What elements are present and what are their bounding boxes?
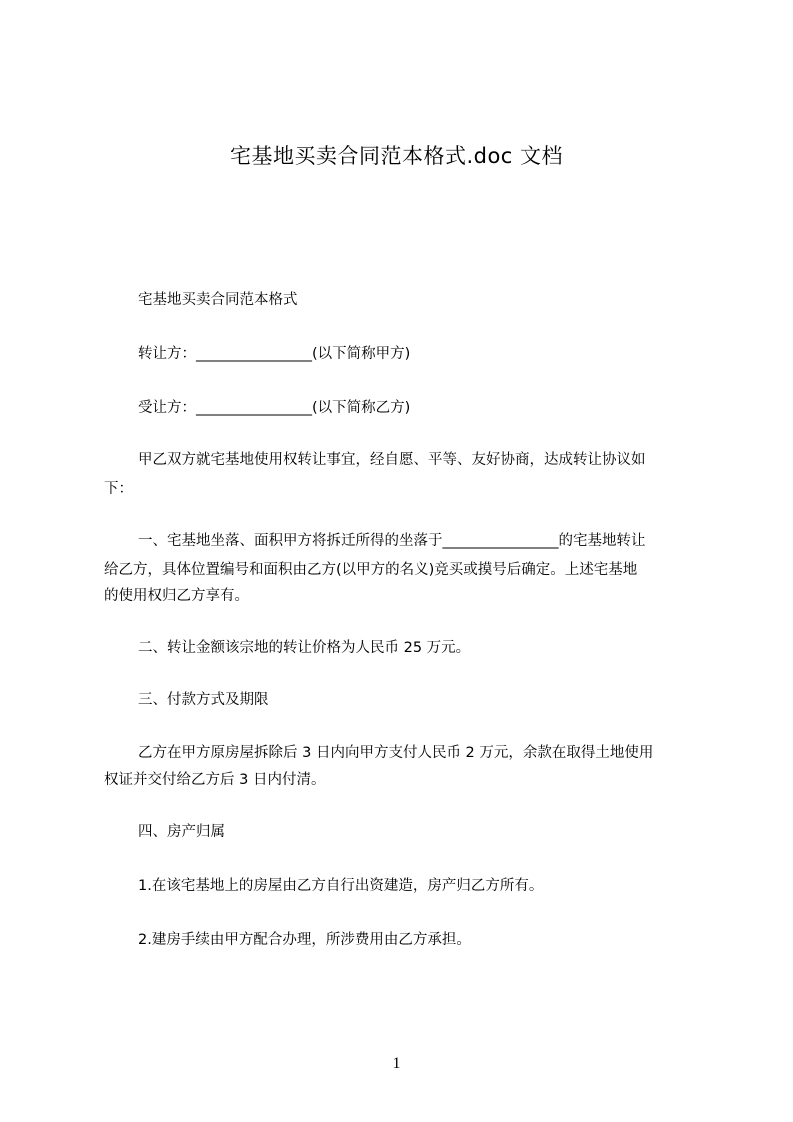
transferee-line: 受让方：________________(以下简称乙方): [138, 400, 411, 416]
clause-4-item-2: 2.建房手续由甲方配合办理，所涉费用由乙方承担。: [138, 932, 471, 948]
clause-2: 二、转让金额该宗地的转让价格为人民币 25 万元。: [138, 640, 471, 656]
clause-1-line-3: 的使用权归乙方享有。: [104, 588, 249, 604]
clause-1-line-2: 给乙方，具体位置编号和面积由乙方(以甲方的名义)竞买或摸号后确定。上述宅基地: [104, 562, 638, 578]
transferor-line: 转让方：________________(以下简称甲方): [138, 346, 411, 362]
clause-3-heading: 三、付款方式及期限: [138, 692, 269, 708]
clause-4-heading: 四、房产归属: [138, 824, 225, 840]
page-number: 1: [392, 1055, 401, 1072]
clause-3-line-1: 乙方在甲方原房屋拆除后 3 日内向甲方支付人民币 2 万元，余款在取得土地使用: [138, 745, 654, 761]
intro-line-2: 下：: [104, 481, 133, 497]
contract-subtitle: 宅基地买卖合同范本格式: [138, 292, 298, 308]
document-title: 宅基地买卖合同范本格式.doc 文档: [229, 144, 564, 168]
clause-1-line-1: 一、宅基地坐落、面积甲方将拆迁所得的坐落于________________的宅基地转让: [138, 533, 646, 549]
intro-line-1: 甲乙双方就宅基地使用权转让事宜，经自愿、平等、友好协商，达成转让协议如: [138, 452, 646, 468]
clause-3-line-2: 权证并交付给乙方后 3 日内付清。: [104, 772, 326, 788]
clause-4-item-1: 1.在该宅基地上的房屋由乙方自行出资建造，房产归乙方所有。: [138, 878, 544, 894]
